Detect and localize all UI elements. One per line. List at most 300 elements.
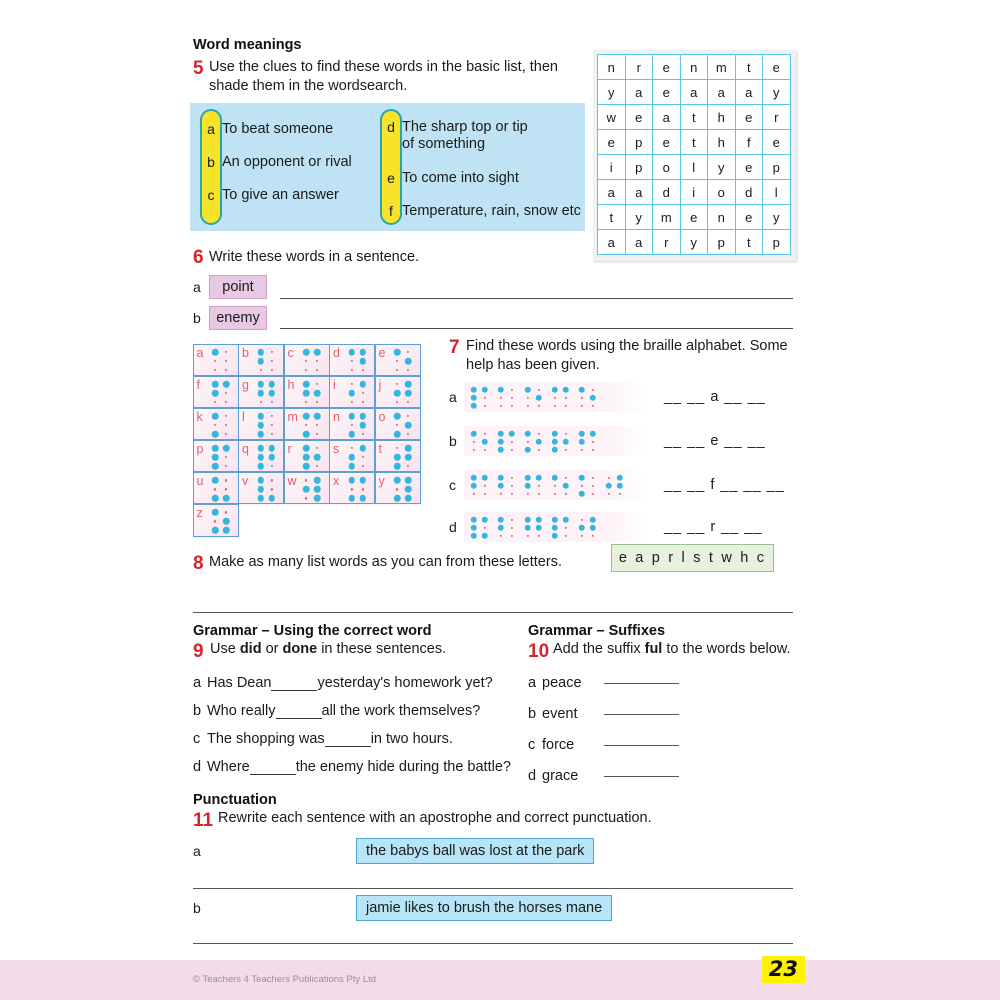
- braille-dot-filled: [468, 401, 479, 410]
- braille-dot-filled: [210, 389, 221, 398]
- braille-dot-filled: [479, 531, 490, 540]
- braille-dot-filled: [312, 389, 323, 398]
- braille-dot-filled: [221, 444, 232, 453]
- braille-dot-filled: [210, 348, 221, 357]
- wordsearch-cell[interactable]: o: [708, 180, 736, 205]
- question-5: [193, 58, 583, 96]
- braille-dot-empty: [301, 398, 312, 407]
- q7-braille-cell: [521, 472, 544, 498]
- q6-letter: b: [193, 310, 201, 326]
- q9-sentence-after: in two hours.: [370, 731, 453, 747]
- braille-dot-empty: [357, 398, 368, 407]
- q9-text-mid: or: [261, 641, 283, 657]
- q9-blank[interactable]: [276, 703, 322, 719]
- q6-word-box: point: [209, 275, 267, 299]
- braille-dot-empty: [312, 366, 323, 375]
- braille-dot-empty: [221, 412, 232, 421]
- braille-dot-empty: [587, 489, 598, 498]
- braille-dot-filled: [210, 444, 221, 453]
- q9-text-pre: Use: [210, 641, 240, 657]
- braille-dot-empty: [560, 489, 571, 498]
- braille-dots: [301, 380, 323, 407]
- wordsearch-cell[interactable]: y: [598, 80, 626, 105]
- q7-braille-strip: [464, 512, 646, 542]
- braille-dot-empty: [522, 401, 533, 410]
- braille-chart-cell: [284, 440, 330, 473]
- wordsearch-grid-container[interactable]: [593, 50, 796, 261]
- q7-row-c: [449, 470, 785, 500]
- braille-dot-filled: [312, 476, 323, 485]
- braille-dot-empty: [614, 489, 625, 498]
- q9-letter: d: [193, 759, 202, 775]
- braille-dot-filled: [301, 389, 312, 398]
- q10-word: force: [542, 737, 575, 753]
- braille-dot-empty: [403, 430, 414, 439]
- wordsearch-cell[interactable]: r: [626, 55, 654, 80]
- clue-item: [380, 203, 590, 220]
- braille-dot-empty: [312, 398, 323, 407]
- wordsearch-cell[interactable]: a: [598, 180, 626, 205]
- braille-dot-filled: [255, 430, 266, 439]
- braille-dots: [495, 385, 517, 409]
- q7-letter: c: [449, 477, 456, 493]
- wordsearch-cell[interactable]: e: [736, 205, 764, 230]
- q7-braille-cell: [575, 428, 598, 454]
- q10-answer-line[interactable]: [604, 683, 679, 684]
- braille-dot-filled: [403, 380, 414, 389]
- braille-dot-filled: [266, 494, 277, 503]
- q6-answer-line-a[interactable]: [280, 298, 793, 299]
- q7-braille-strip: [464, 426, 646, 456]
- section-heading-word-meanings: Word meanings: [193, 37, 302, 53]
- q9-sentence-c: [193, 731, 453, 747]
- q7-answer-blanks[interactable]: __ __ r __ __: [664, 519, 763, 535]
- q7-braille-cell: [575, 472, 598, 498]
- braille-dot-filled: [210, 526, 221, 535]
- wordsearch-cell[interactable]: d: [653, 180, 681, 205]
- braille-dot-empty: [479, 489, 490, 498]
- question-10: [528, 641, 818, 663]
- braille-dot-filled: [357, 412, 368, 421]
- braille-chart-cell: [238, 440, 284, 473]
- punctuation-sentence-box: the babys ball was lost at the park: [356, 838, 594, 864]
- braille-dot-empty: [468, 445, 479, 454]
- braille-dot-filled: [468, 531, 479, 540]
- braille-dots: [468, 473, 490, 497]
- wordsearch-cell[interactable]: h: [708, 105, 736, 130]
- braille-dot-filled: [221, 494, 232, 503]
- wordsearch-cell[interactable]: m: [708, 55, 736, 80]
- braille-dot-filled: [346, 348, 357, 357]
- braille-dots: [210, 412, 232, 439]
- braille-dot-empty: [221, 421, 232, 430]
- punctuation-heading: Punctuation: [193, 792, 277, 808]
- q10-letter: d: [528, 768, 537, 784]
- wordsearch-cell[interactable]: o: [653, 155, 681, 180]
- braille-dots: [346, 412, 368, 439]
- wordsearch-cell[interactable]: a: [626, 80, 654, 105]
- q10-text-post: to the words below.: [662, 641, 791, 657]
- wordsearch-cell[interactable]: a: [598, 230, 626, 255]
- wordsearch-cell[interactable]: t: [681, 105, 709, 130]
- q9-sentence-after: yesterday's homework yet?: [317, 675, 493, 691]
- q9-blank[interactable]: [271, 675, 317, 691]
- braille-dots: [255, 412, 277, 439]
- braille-dot-filled: [312, 453, 323, 462]
- braille-cell-letter: o: [378, 409, 386, 424]
- q7-answer-blanks[interactable]: __ __ f __ __ __: [664, 477, 785, 493]
- q9-letter: a: [193, 675, 202, 691]
- braille-dot-empty: [221, 348, 232, 357]
- clue-letter: f: [389, 203, 393, 219]
- braille-chart-cell: [284, 376, 330, 409]
- wordsearch-cell[interactable]: e: [653, 80, 681, 105]
- clue-item: [200, 121, 390, 138]
- wordsearch-cell[interactable]: r: [653, 230, 681, 255]
- braille-dot-filled: [255, 380, 266, 389]
- braille-dot-empty: [221, 476, 232, 485]
- braille-dot-filled: [301, 412, 312, 421]
- braille-dots: [576, 385, 598, 409]
- question-5-number: 5: [193, 58, 204, 79]
- wordsearch-cell[interactable]: e: [626, 105, 654, 130]
- wordsearch-cell[interactable]: a: [653, 105, 681, 130]
- braille-dot-filled: [301, 430, 312, 439]
- braille-dot-filled: [301, 348, 312, 357]
- q10-word: grace: [542, 768, 579, 784]
- braille-cell-letter: p: [196, 441, 204, 456]
- wordsearch-cell[interactable]: r: [763, 105, 791, 130]
- braille-dot-empty: [312, 380, 323, 389]
- braille-cell-letter: j: [378, 377, 382, 392]
- wordsearch-cell[interactable]: a: [736, 80, 764, 105]
- braille-dot-empty: [210, 398, 221, 407]
- braille-dot-empty: [403, 366, 414, 375]
- braille-dot-filled: [346, 430, 357, 439]
- braille-dots: [346, 380, 368, 407]
- braille-dot-empty: [266, 357, 277, 366]
- wordsearch-cell[interactable]: l: [681, 155, 709, 180]
- wordsearch-cell[interactable]: e: [763, 55, 791, 80]
- wordsearch-cell[interactable]: e: [736, 105, 764, 130]
- wordsearch-cell[interactable]: y: [763, 80, 791, 105]
- wordsearch-cell[interactable]: t: [681, 130, 709, 155]
- q7-letter: b: [449, 433, 457, 449]
- q9-letter: b: [193, 703, 202, 719]
- braille-dot-filled: [346, 453, 357, 462]
- question-10-number: 10: [528, 641, 550, 662]
- q7-braille-cell: [575, 384, 598, 410]
- braille-dot-empty: [301, 494, 312, 503]
- wordsearch-cell[interactable]: i: [681, 180, 709, 205]
- braille-dots: [301, 412, 323, 439]
- braille-dot-filled: [403, 453, 414, 462]
- braille-cell-letter: k: [196, 409, 203, 424]
- braille-dot-empty: [479, 445, 490, 454]
- braille-chart-cell: [329, 344, 375, 377]
- wordsearch-cell[interactable]: a: [681, 80, 709, 105]
- braille-dot-empty: [506, 445, 517, 454]
- braille-cell-letter: h: [287, 377, 295, 392]
- q7-braille-cell: [467, 514, 490, 540]
- wordsearch-grid[interactable]: [597, 54, 791, 255]
- braille-dot-empty: [357, 462, 368, 471]
- q9-sentence-after: the enemy hide during the battle?: [295, 759, 511, 775]
- braille-dot-empty: [357, 453, 368, 462]
- braille-chart-cell: [193, 344, 239, 377]
- wordsearch-cell[interactable]: y: [681, 230, 709, 255]
- braille-dot-empty: [576, 531, 587, 540]
- question-7: [449, 337, 809, 375]
- braille-dot-empty: [479, 401, 490, 410]
- braille-dot-empty: [266, 421, 277, 430]
- question-8-text: Make as many list words as you can from these letters.: [209, 554, 562, 570]
- braille-dot-filled: [392, 476, 403, 485]
- q10-row-a: [528, 675, 679, 691]
- q10-row-b: [528, 706, 679, 722]
- braille-dot-empty: [221, 357, 232, 366]
- q7-answer-blanks[interactable]: __ __ a __ __: [664, 389, 766, 405]
- wordsearch-cell[interactable]: e: [653, 130, 681, 155]
- clue-item: [380, 119, 580, 153]
- braille-dots: [210, 508, 232, 535]
- wordsearch-cell[interactable]: y: [626, 205, 654, 230]
- q10-row-c: [528, 737, 679, 753]
- braille-chart-rows: [193, 344, 421, 537]
- wordsearch-cell[interactable]: e: [598, 130, 626, 155]
- braille-chart-cell: [193, 440, 239, 473]
- braille-dot-filled: [210, 412, 221, 421]
- wordsearch-cell[interactable]: p: [763, 230, 791, 255]
- clue-text: To come into sight: [402, 170, 519, 186]
- q10-word: event: [542, 706, 578, 722]
- q9-blank[interactable]: [325, 731, 371, 747]
- braille-dot-empty: [266, 430, 277, 439]
- braille-dots: [346, 476, 368, 503]
- braille-dot-empty: [560, 401, 571, 410]
- braille-dot-empty: [266, 398, 277, 407]
- copyright-text: [193, 974, 376, 985]
- q7-braille-cell: [521, 514, 544, 540]
- braille-dot-filled: [357, 494, 368, 503]
- braille-dot-empty: [549, 489, 560, 498]
- braille-cell-letter: s: [333, 441, 340, 456]
- braille-dot-empty: [522, 489, 533, 498]
- braille-dot-filled: [210, 453, 221, 462]
- braille-dot-empty: [603, 489, 614, 498]
- braille-dot-filled: [549, 445, 560, 454]
- q6-word-box: enemy: [209, 306, 267, 330]
- wordsearch-cell[interactable]: i: [598, 155, 626, 180]
- question-11: [193, 810, 793, 832]
- braille-chart-cell: [193, 504, 239, 537]
- braille-dot-empty: [221, 398, 232, 407]
- wordsearch-cell[interactable]: p: [708, 230, 736, 255]
- braille-dot-empty: [403, 412, 414, 421]
- braille-dot-empty: [221, 430, 232, 439]
- wordsearch-cell[interactable]: n: [681, 55, 709, 80]
- braille-dots: [255, 348, 277, 375]
- wordsearch-cell[interactable]: w: [598, 105, 626, 130]
- braille-dot-empty: [533, 489, 544, 498]
- braille-dots: [210, 444, 232, 471]
- wordsearch-cell[interactable]: n: [598, 55, 626, 80]
- braille-dots: [495, 515, 517, 539]
- wordsearch-cell[interactable]: t: [736, 230, 764, 255]
- braille-cell-letter: z: [196, 505, 203, 520]
- braille-dot-filled: [403, 485, 414, 494]
- braille-dot-filled: [403, 357, 414, 366]
- braille-dot-empty: [346, 357, 357, 366]
- punctuation-row-b: [193, 895, 793, 921]
- braille-dot-empty: [403, 462, 414, 471]
- braille-dot-empty: [346, 444, 357, 453]
- q6-answer-line-b[interactable]: [280, 328, 793, 329]
- q6-row-b: [193, 306, 267, 330]
- q8-letters-box: e a p r l s t w h c: [611, 544, 774, 572]
- section-divider-1: [193, 612, 793, 613]
- q7-braille-cell: [494, 428, 517, 454]
- wordsearch-cell[interactable]: a: [626, 180, 654, 205]
- braille-dot-empty: [255, 398, 266, 407]
- braille-dot-filled: [346, 412, 357, 421]
- braille-chart-cell: [193, 408, 239, 441]
- braille-dot-filled: [392, 430, 403, 439]
- clue-letter: b: [207, 154, 215, 170]
- braille-dot-empty: [346, 366, 357, 375]
- question-6-number: 6: [193, 247, 204, 268]
- clue-text: To give an answer: [222, 187, 339, 203]
- wordsearch-cell[interactable]: e: [681, 205, 709, 230]
- braille-cell-letter: w: [287, 473, 297, 488]
- braille-dot-filled: [357, 444, 368, 453]
- q7-braille-cell: [602, 472, 625, 498]
- q9-sentence-after: all the work themselves?: [321, 703, 481, 719]
- wordsearch-cell[interactable]: d: [736, 180, 764, 205]
- braille-dot-filled: [522, 445, 533, 454]
- braille-chart-cell: [193, 376, 239, 409]
- braille-dots: [495, 429, 517, 453]
- question-5-text: Use the clues to find these words in the basic list, then shade them in the wordsearch.: [209, 59, 558, 94]
- q9-sentence-before: Where: [207, 759, 250, 775]
- braille-dot-empty: [533, 531, 544, 540]
- q7-braille-cell: [548, 384, 571, 410]
- braille-dot-empty: [210, 517, 221, 526]
- q7-answer-blanks[interactable]: __ __ e __ __: [664, 433, 766, 449]
- page-footer: [0, 957, 1000, 1000]
- braille-dots: [576, 429, 598, 453]
- braille-dots: [392, 444, 414, 471]
- braille-chart-cell: [284, 472, 330, 505]
- question-11-text: Rewrite each sentence with an apostrophe and correct punctuation.: [218, 810, 652, 826]
- q7-braille-cell: [575, 514, 598, 540]
- braille-dot-filled: [357, 476, 368, 485]
- wordsearch-cell[interactable]: m: [653, 205, 681, 230]
- punctuation-answer-line-b[interactable]: [193, 943, 793, 944]
- braille-dots: [255, 380, 277, 407]
- braille-dots: [301, 444, 323, 471]
- section-grammar-correct-word: [193, 623, 523, 663]
- wordsearch-cell[interactable]: y: [763, 205, 791, 230]
- wordsearch-cell[interactable]: l: [763, 180, 791, 205]
- braille-dot-empty: [210, 485, 221, 494]
- wordsearch-cell[interactable]: p: [626, 130, 654, 155]
- wordsearch-cell[interactable]: n: [708, 205, 736, 230]
- braille-chart-cell: [284, 408, 330, 441]
- wordsearch-cell[interactable]: y: [708, 155, 736, 180]
- braille-dot-filled: [392, 462, 403, 471]
- braille-dot-filled: [392, 389, 403, 398]
- braille-dot-empty: [533, 401, 544, 410]
- braille-dots: [576, 473, 598, 497]
- braille-dot-empty: [506, 489, 517, 498]
- clue-text: The sharp top or tip of something: [402, 119, 528, 152]
- wordsearch-cell[interactable]: h: [708, 130, 736, 155]
- wordsearch-cell[interactable]: p: [626, 155, 654, 180]
- wordsearch-cell[interactable]: e: [763, 130, 791, 155]
- q10-row-d: [528, 768, 679, 784]
- braille-dot-empty: [312, 357, 323, 366]
- wordsearch-cell[interactable]: e: [653, 55, 681, 80]
- wordsearch-cell[interactable]: a: [626, 230, 654, 255]
- braille-dot-filled: [357, 380, 368, 389]
- braille-dot-empty: [403, 398, 414, 407]
- braille-dot-filled: [549, 531, 560, 540]
- q10-answer-line[interactable]: [604, 745, 679, 746]
- punctuation-answer-line-a[interactable]: [193, 888, 793, 889]
- braille-dot-empty: [301, 421, 312, 430]
- wordsearch-cell[interactable]: a: [708, 80, 736, 105]
- wordsearch-cell[interactable]: t: [598, 205, 626, 230]
- question-10-text: [553, 641, 818, 657]
- q7-row-a: [449, 382, 766, 412]
- braille-dot-filled: [266, 453, 277, 462]
- braille-dot-filled: [357, 348, 368, 357]
- braille-cell-letter: u: [196, 473, 204, 488]
- q9-blank[interactable]: [250, 759, 296, 775]
- braille-dot-empty: [221, 485, 232, 494]
- braille-dot-filled: [301, 462, 312, 471]
- braille-cell-letter: d: [333, 345, 340, 360]
- q10-answer-line[interactable]: [604, 714, 679, 715]
- braille-dot-filled: [210, 462, 221, 471]
- wordsearch-cell[interactable]: e: [736, 155, 764, 180]
- braille-dot-empty: [312, 430, 323, 439]
- punctuation-letter: a: [193, 843, 201, 859]
- braille-cell-letter: f: [196, 377, 200, 392]
- braille-dots: [522, 385, 544, 409]
- braille-dots: [392, 412, 414, 439]
- grammar-suffixes-heading: Grammar – Suffixes: [528, 623, 666, 639]
- wordsearch-cell[interactable]: f: [736, 130, 764, 155]
- braille-dot-empty: [346, 421, 357, 430]
- wordsearch-cell[interactable]: t: [736, 55, 764, 80]
- braille-cell-letter: b: [242, 345, 249, 360]
- braille-dot-empty: [221, 366, 232, 375]
- braille-alphabet-chart: [193, 344, 421, 537]
- braille-dot-filled: [346, 389, 357, 398]
- braille-dots: [522, 429, 544, 453]
- braille-dot-empty: [210, 421, 221, 430]
- punctuation-sentence-box: jamie likes to brush the horses mane: [356, 895, 612, 921]
- wordsearch-cell[interactable]: p: [763, 155, 791, 180]
- braille-dot-empty: [221, 389, 232, 398]
- clue-letter: c: [207, 187, 215, 203]
- braille-chart-row: [193, 440, 421, 472]
- braille-chart-cell: [238, 376, 284, 409]
- q10-answer-line[interactable]: [604, 776, 679, 777]
- braille-dot-filled: [255, 453, 266, 462]
